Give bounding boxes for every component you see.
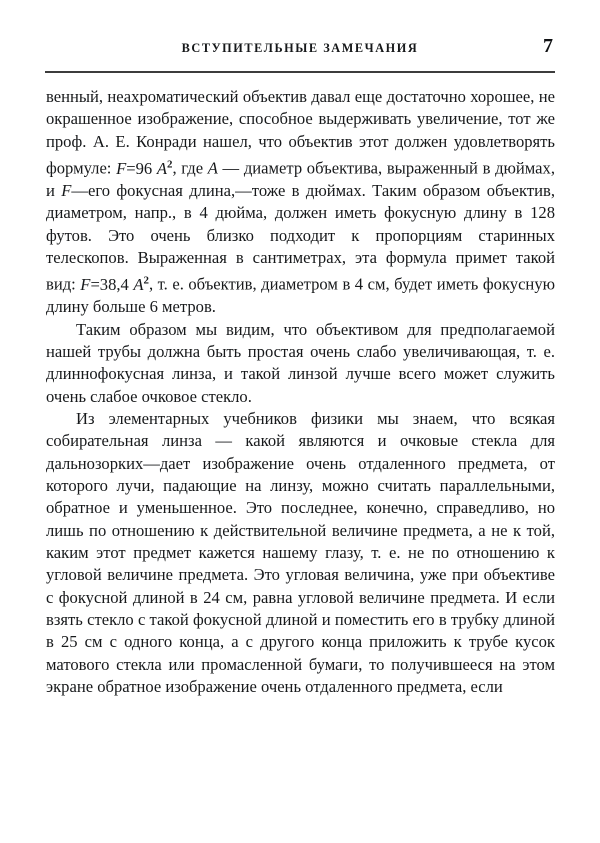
- formula-2: [80, 275, 149, 294]
- formula-1: [116, 159, 172, 178]
- paragraph-1-text-a: венный, неахроматический объектив давал еще достаточно хорошее, не окрашенное изображение, способное выдерживать увеличение, тот же проф. А. Е. Конради нашел, что объектив этот должен удовлетворять формуле:: [46, 87, 555, 178]
- running-head: [45, 35, 555, 64]
- formula-1-variable: F: [116, 158, 127, 178]
- formula-1-term: A: [156, 158, 167, 178]
- body-text-block: [46, 86, 555, 698]
- formula-1-relation: =96: [126, 158, 157, 178]
- formula-2-term: A: [133, 274, 144, 294]
- formula-1-exponent: 2: [167, 158, 173, 171]
- paragraph-2: Таким образом мы видим, что объективом для предполагаемой нашей трубы должна быть простая очень слабо увеличивающая, т. е. длиннофокусная линза, и такой линзой лучше всего может служить очень слабое очковое стекло.: [46, 319, 555, 406]
- inline-variable-a: A: [207, 158, 218, 178]
- paragraph-1-text-c: — диаметр объектива, выраженный в дюймах, и: [46, 158, 555, 200]
- page-number: 7: [543, 35, 553, 57]
- formula-2-relation: =38,4: [90, 274, 134, 294]
- paragraph-1-text-d: —его фокусная длина,—тоже в дюймах. Таким образом объектив, диаметром, напр., в 4 дюйма, должен иметь фокусную длину в 128 футов. Это очень близко подходит к пропорциям старинных телескопов. Выраженная в сантиметрах, эта формула примет такой вид:: [46, 180, 555, 294]
- paragraph-3: Из элементарных учебников физики мы знаем, что всякая собирательная линза — какой являются и очковые стекла для дальнозорких—дает изображение очень отдаленного предмета, от которого лучи, падающие на линзу, можно считать параллельными, обратное и уменьшенное. Это последнее, конечно, справедливо, но лишь по отношению к действительной величине предмета, а не к той, каким этот предмет кажется нашему глазу, т. е. не по отношению к угловой величине предмета. Это угловая величина, уже при объективе с фокусной длиной в 24 см, равна угловой величине предмета. И если взять стекло с такой фокусной длиной и поместить его в трубку длиной в 25 см с одного конца, а с другого конца приложить к трубе кусок матового стекла или промасленной бумаги, то получившееся на этом экране обратное изображение очень отдаленного предмета, если: [46, 408, 555, 696]
- formula-2-exponent: 2: [143, 274, 149, 287]
- paragraph-1-text-b: , где: [172, 158, 208, 178]
- paragraph-1-text-e: , т. е. объектив, диаметром в 4 см, будет иметь фокусную длину больше 6 метров.: [46, 274, 556, 317]
- running-head-title: ВСТУПИТЕЛЬНЫЕ ЗАМЕЧАНИЯ: [181, 41, 419, 55]
- paragraph-1: [46, 86, 555, 319]
- inline-variable-f: F: [61, 180, 72, 200]
- formula-2-variable: F: [80, 274, 91, 294]
- header-divider-rule: [45, 71, 555, 73]
